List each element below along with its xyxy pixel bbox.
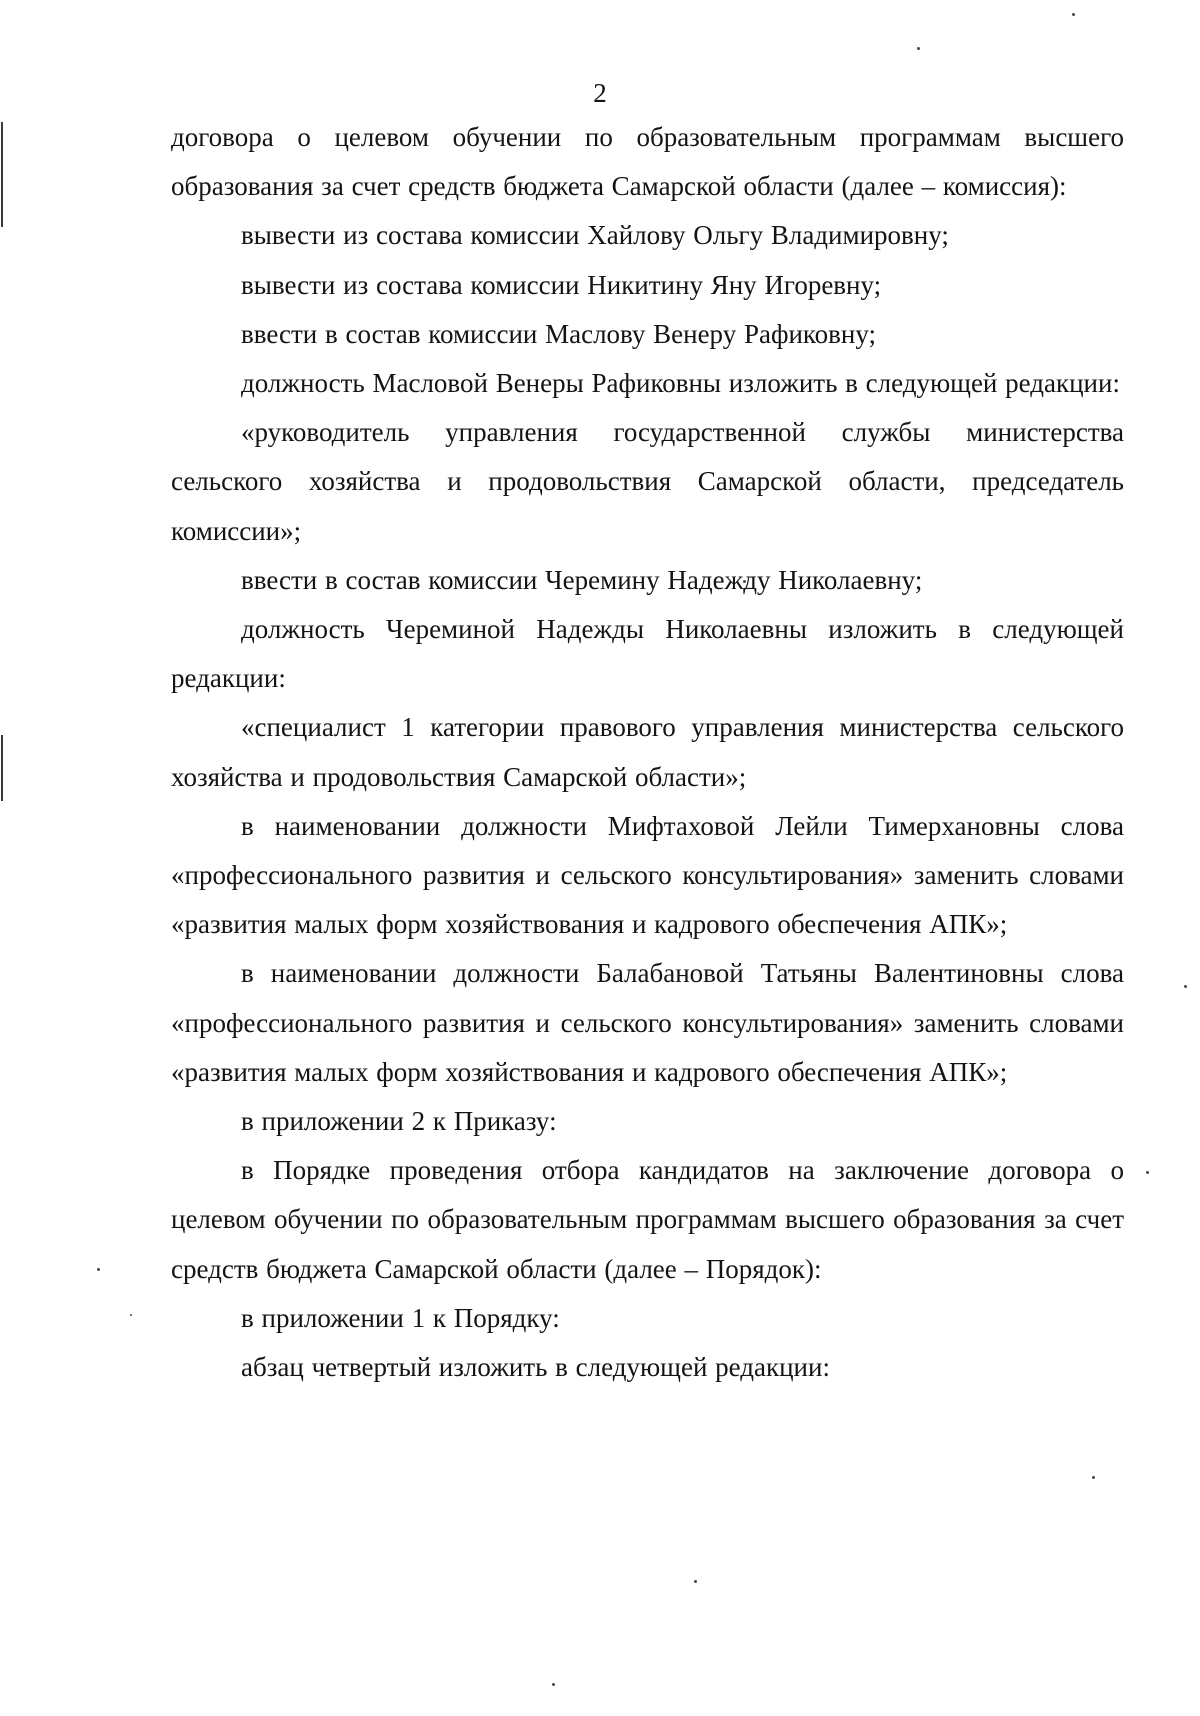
document-body [171,113,1124,1392]
paragraph: абзац четвертый изложить в следующей редакции: [241,1352,830,1383]
paragraph: вывести из состава комиссии Никитину Яну Игоревну; [241,269,882,300]
paragraph: должность Масловой Венеры Рафиковны изложить в следующей редакции: [241,368,1120,399]
page-number: 2 [593,78,607,108]
scan-speck [1146,1171,1149,1174]
scan-speck [552,1683,555,1686]
paragraph: договора о целевом обучении по образовательным программам высшего образования за счет средств бюджета Самарской области (далее – комиссия): [171,122,1124,202]
scan-edge-mark [1,735,3,801]
scan-speck [1092,1476,1095,1479]
paragraph: должность Череминой Надежды Николаевны изложить в следующей редакции: [171,614,1124,694]
paragraph: «руководитель управления государственной службы министерства сельского хозяйства и продовольствия Самарской области, председатель комиссии»; [171,417,1124,546]
scan-speck [130,1314,132,1316]
scan-speck [917,47,920,50]
paragraph: «специалист 1 категории правового управления министерства сельского хозяйства и продовольствия Самарской области»; [171,712,1124,792]
paragraph: в приложении 2 к Приказу: [241,1106,557,1137]
paragraph: ввести в состав комиссии Черемину Надежду Николаевну; [241,564,923,595]
paragraph: в наименовании должности Мифтаховой Лейли Тимерхановны слова «профессионального развития и сельского консультирования» заменить словами «развития малых форм хозяйствования и кадрового обеспечения АПК»; [171,810,1124,940]
paragraph: в наименовании должности Балабановой Татьяны Валентиновны слова «профессионального развития и сельского консультирования» заменить словами «развития малых форм хозяйствования и кадрового обеспечения АПК»; [171,958,1124,1087]
scan-edge-mark [1,122,3,227]
paragraph: ввести в состав комиссии Маслову Венеру Рафиковну; [241,318,876,349]
scan-speck [694,1580,697,1583]
scan-speck [1184,985,1187,988]
scan-speck [97,1268,100,1271]
scan-speck [1072,13,1075,16]
paragraph: в Порядке проведения отбора кандидатов на заключение договора о целевом обучении по образовательным программам высшего образования за счет средств бюджета Самарской области (далее – Порядок): [171,1155,1124,1284]
paragraph: в приложении 1 к Порядку: [241,1302,560,1333]
paragraph: вывести из состава комиссии Хайлову Ольгу Владимировну; [241,220,949,251]
